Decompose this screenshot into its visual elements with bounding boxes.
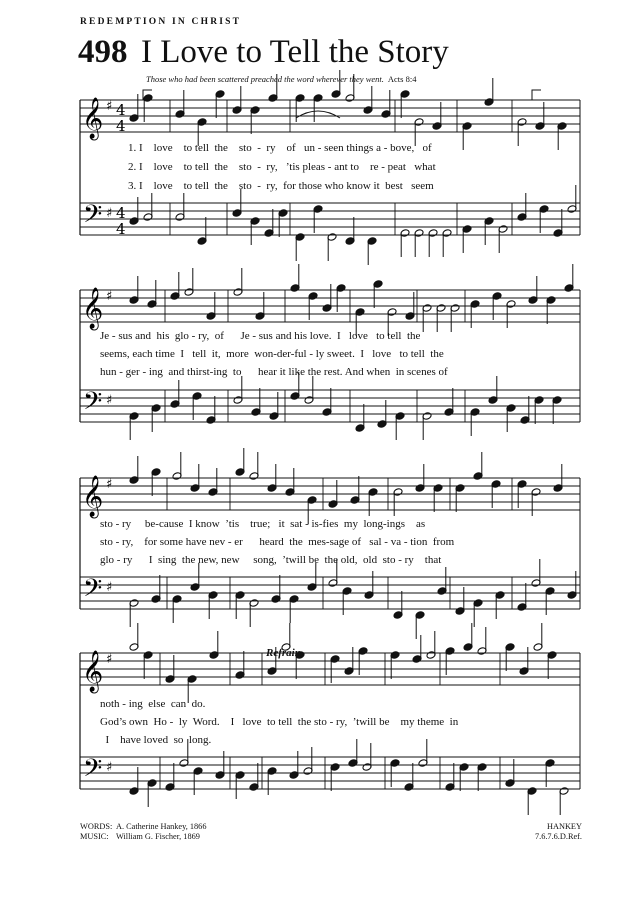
hymn-number: 498 [78,34,128,70]
treble-clef: 𝄞 [82,476,104,517]
meter: 7.6.7.6.D.Ref. [534,832,582,841]
lyric-line: seems, each time I tell it, more won-der-ful - ly sweet. I love to tell the [100,348,444,360]
time-signature: 4 [116,204,126,222]
bass-clef: 𝄢 [83,574,103,609]
lyric-line: sto - ry, for some have nev - er heard the mes-sage of sal - va - tion from [100,536,455,548]
tune-info [535,822,582,842]
bass-clef: 𝄢 [83,387,103,422]
repeat-bracket [532,90,541,100]
words-credit: A. Catherine Hankey, 1866 [116,822,207,831]
lyric-line: 3. I love to tell the sto - ry, for those who know it best seem [128,180,434,192]
time-signature: 4 [116,220,126,238]
key-signature: ♯ [106,99,113,114]
lyric-line: noth - ing else can do. [100,698,206,710]
bass-clef: 𝄢 [83,200,103,235]
key-signature: ♯ [106,206,113,221]
treble-clef: 𝄞 [82,651,104,692]
lyric-line: hun - ger - ing and thirst-ing to hear it like the rest. And when in scenes of [100,366,448,378]
music-label: MUSIC: [80,832,109,841]
epigraph-reference: Acts 8:4 [387,74,417,84]
lyric-line: glo - ry I sing the new, new song, ’twill be the old, old sto - ry that [100,554,442,566]
key-signature: ♯ [106,580,113,595]
epigraph-text: Those who had been scattered preached the word wherever they went. [146,74,384,84]
refrain-label: Refrain [266,647,301,659]
music-credit: William G. Fischer, 1869 [116,832,200,841]
key-signature: ♯ [106,477,113,492]
tie [296,111,340,118]
time-signature: 4 [116,117,126,135]
lyric-line: 1. I love to tell the sto - ry of un - seen things a - bove, of [128,142,432,154]
lyric-line: Je - sus and his glo - ry, of Je - sus and his love. I love to tell the [100,330,421,342]
treble-clef: 𝄞 [82,98,104,139]
credits [80,822,206,842]
lyric-line: I have loved so long. [100,734,212,746]
lyric-line: sto - ry be-cause I know ’tis true; it sat - is-fies my long-ings as [100,518,426,530]
key-signature: ♯ [106,393,113,408]
bass-clef: 𝄢 [83,754,103,789]
hymn-title: I Love to Tell the Story [141,34,449,70]
key-signature: ♯ [106,652,113,667]
lyric-line: 2. I love to tell the sto - ry, ’tis pleas - ant to re - peat what [128,161,436,173]
lyric-line: God’s own Ho - ly Word. I love to tell the sto - ry, ’twill be my theme in [100,716,459,728]
key-signature: ♯ [106,760,113,775]
time-signature: 4 [116,101,126,119]
section-heading: REDEMPTION IN CHRIST [80,17,242,27]
key-signature: ♯ [106,289,113,304]
treble-clef: 𝄞 [82,288,104,329]
tune-name: HANKEY [546,822,582,831]
words-label: WORDS: [80,822,113,831]
